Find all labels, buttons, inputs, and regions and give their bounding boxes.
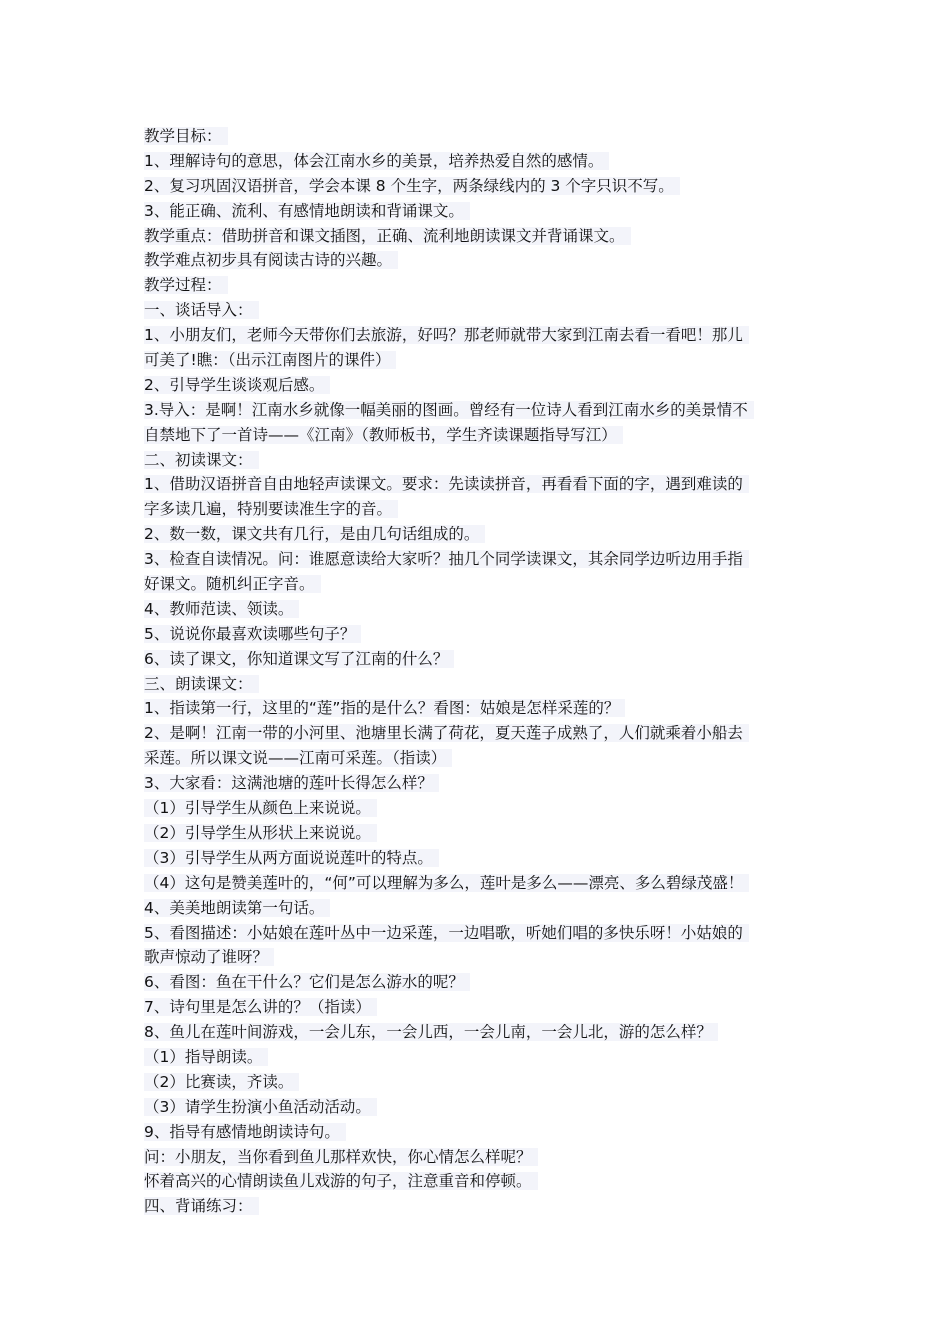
text-line xyxy=(144,522,816,547)
text-line-content: 5、说说你最喜欢读哪些句子？ xyxy=(144,625,361,643)
text-line-content: （1）引导学生从颜色上来说说。 xyxy=(144,799,377,817)
text-line xyxy=(144,771,816,796)
text-line xyxy=(144,323,816,348)
text-line-content: 2、复习巩固汉语拼音，学会本课 8 个生字，两条绿线内的 3 个字只识不写。 xyxy=(144,177,680,195)
text-line xyxy=(144,497,816,522)
text-line xyxy=(144,1120,816,1145)
text-line xyxy=(144,672,816,697)
text-line-content: 1、指读第一行，这里的“莲”指的是什么？看图：姑娘是怎样采莲的？ xyxy=(144,699,625,717)
text-line-content: （3）引导学生从两方面说说莲叶的特点。 xyxy=(144,849,439,867)
text-line-content: 3、能正确、流利、有感情地朗读和背诵课文。 xyxy=(144,202,470,220)
text-line xyxy=(144,547,816,572)
text-line xyxy=(144,846,816,871)
text-line xyxy=(144,1020,816,1045)
text-line-content: 6、读了课文，你知道课文写了江南的什么？ xyxy=(144,650,454,668)
text-line xyxy=(144,896,816,921)
text-line xyxy=(144,224,816,249)
text-line xyxy=(144,995,816,1020)
text-line xyxy=(144,398,816,423)
text-line xyxy=(144,1070,816,1095)
text-line xyxy=(144,199,816,224)
text-line-content: 四、背诵练习： xyxy=(144,1197,259,1215)
text-line-content: 可美了!瞧：（出示江南图片的课件） xyxy=(144,351,396,369)
text-line xyxy=(144,174,816,199)
text-line xyxy=(144,273,816,298)
text-line-content: 教学目标： xyxy=(144,127,228,145)
text-line xyxy=(144,945,816,970)
text-line xyxy=(144,796,816,821)
text-line-content: 9、指导有感情地朗读诗句。 xyxy=(144,1123,346,1141)
text-line xyxy=(144,1169,816,1194)
text-line-content: 4、美美地朗读第一句话。 xyxy=(144,899,330,917)
text-line xyxy=(144,448,816,473)
text-line xyxy=(144,622,816,647)
text-line-content: 字多读几遍，特别要读准生字的音。 xyxy=(144,500,398,518)
text-line-content: 采莲。所以课文说——江南可采莲。（指读） xyxy=(144,749,452,767)
text-line-content: 1、理解诗句的意思，体会江南水乡的美景，培养热爱自然的感情。 xyxy=(144,152,609,170)
text-line-content: 1、借助汉语拼音自由地轻声读课文。要求：先读读拼音，再看看下面的字，遇到难读的 xyxy=(144,475,749,493)
text-line xyxy=(144,348,816,373)
text-line-content: 1、小朋友们，老师今天带你们去旅游，好吗？那老师就带大家到江南去看一看吧！那儿 xyxy=(144,326,749,344)
text-line-content: 怀着高兴的心情朗读鱼儿戏游的句子，注意重音和停顿。 xyxy=(144,1172,538,1190)
text-line-content: 6、看图：鱼在干什么？它们是怎么游水的呢？ xyxy=(144,973,470,991)
text-line xyxy=(144,423,816,448)
text-line-content: 5、看图描述：小姑娘在莲叶丛中一边采莲，一边唱歌，听她们唱的多快乐呀！小姑娘的 xyxy=(144,924,749,942)
text-line-content: 二、初读课文： xyxy=(144,451,259,469)
text-line-content: 8、鱼儿在莲叶间游戏，一会儿东，一会儿西，一会儿南，一会儿北，游的怎么样？ xyxy=(144,1023,718,1041)
text-line-content: 2、引导学生谈谈观后感。 xyxy=(144,376,330,394)
text-line xyxy=(144,1095,816,1120)
text-line xyxy=(144,597,816,622)
lesson-plan-text xyxy=(144,124,816,1219)
text-line-content: 3、大家看：这满池塘的莲叶长得怎么样？ xyxy=(144,774,439,792)
text-line-content: 歌声惊动了谁呀？ xyxy=(144,948,274,966)
text-line xyxy=(144,647,816,672)
text-line xyxy=(144,721,816,746)
text-line xyxy=(144,921,816,946)
text-line-content: 教学过程： xyxy=(144,276,228,294)
text-line-content: 三、朗读课文： xyxy=(144,675,259,693)
text-line xyxy=(144,373,816,398)
text-line xyxy=(144,1045,816,1070)
text-line xyxy=(144,970,816,995)
text-line-content: 2、是啊！江南一带的小河里、池塘里长满了荷花，夏天莲子成熟了，人们就乘着小船去 xyxy=(144,724,749,742)
text-line-content: 3.导入：是啊！江南水乡就像一幅美丽的图画。曾经有一位诗人看到江南水乡的美景情不 xyxy=(144,401,754,419)
text-line xyxy=(144,572,816,597)
text-line-content: 好课文。随机纠正字音。 xyxy=(144,575,321,593)
text-line-content: 自禁地下了一首诗——《江南》（教师板书，学生齐读课题指导写江） xyxy=(144,426,623,444)
text-line-content: 3、检查自读情况。问：谁愿意读给大家听？抽几个同学读课文，其余同学边听边用手指 xyxy=(144,550,749,568)
text-line xyxy=(144,248,816,273)
text-line xyxy=(144,746,816,771)
text-line xyxy=(144,124,816,149)
text-line-content: 教学难点初步具有阅读古诗的兴趣。 xyxy=(144,251,398,269)
text-line-content: 问：小朋友，当你看到鱼儿那样欢快，你心情怎么样呢？ xyxy=(144,1148,538,1166)
text-line-content: （4）这句是赞美莲叶的，“何”可以理解为多么，莲叶是多么——漂亮、多么碧绿茂盛！ xyxy=(144,874,749,892)
text-line-content: 7、诗句里是怎么讲的？（指读） xyxy=(144,998,377,1016)
text-line xyxy=(144,696,816,721)
text-line-content: 一、谈话导入： xyxy=(144,301,259,319)
text-line xyxy=(144,871,816,896)
text-line-content: （2）比赛读，齐读。 xyxy=(144,1073,299,1091)
text-line-content: （1）指导朗读。 xyxy=(144,1048,268,1066)
text-line-content: （2）引导学生从形状上来说说。 xyxy=(144,824,377,842)
text-line-content: 4、教师范读、领读。 xyxy=(144,600,299,618)
text-line xyxy=(144,149,816,174)
text-line-content: 教学重点：借助拼音和课文插图，正确、流利地朗读课文并背诵课文。 xyxy=(144,227,631,245)
text-line xyxy=(144,1145,816,1170)
text-line xyxy=(144,1194,816,1219)
text-line-content: 2、数一数，课文共有几行，是由几句话组成的。 xyxy=(144,525,485,543)
text-line xyxy=(144,821,816,846)
text-line xyxy=(144,472,816,497)
text-line-content: （3）请学生扮演小鱼活动活动。 xyxy=(144,1098,377,1116)
text-line xyxy=(144,298,816,323)
